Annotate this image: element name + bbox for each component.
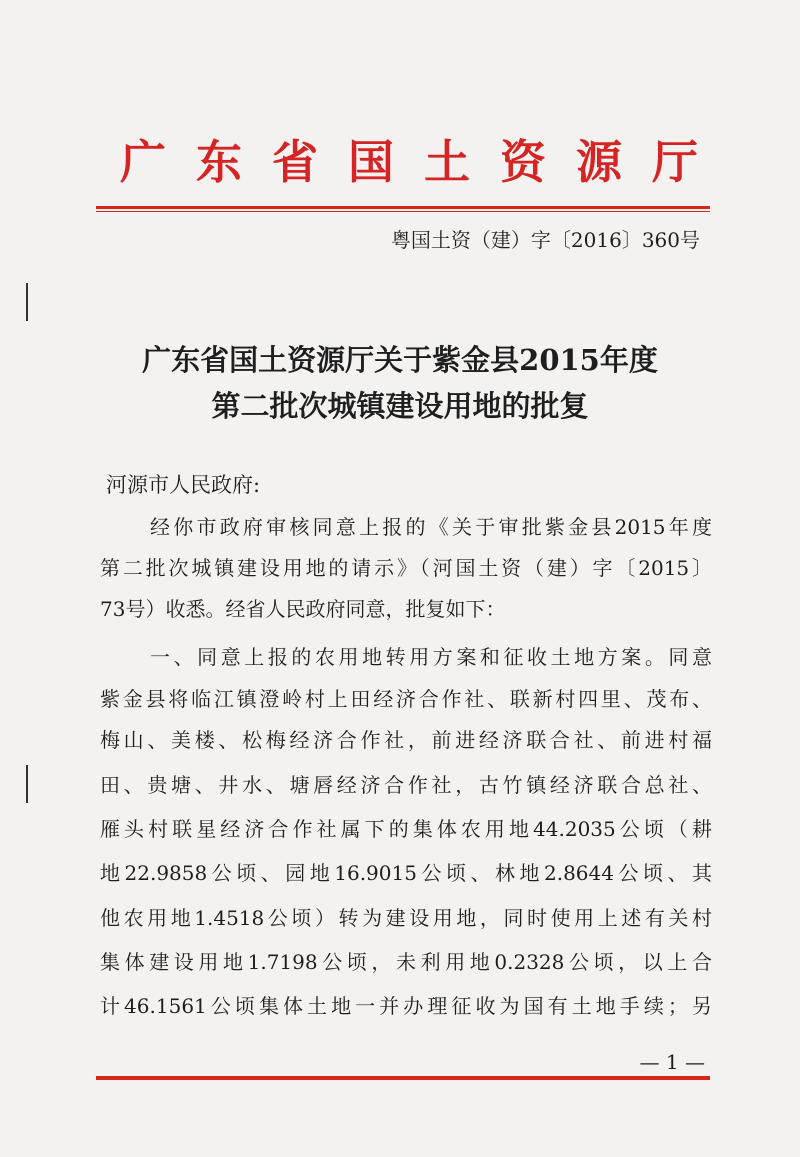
salutation: 河源市人民政府: [106,473,261,497]
binding-mark [26,765,28,803]
body-line: 雁头村联星经济合作社属下的集体农用地44.2035公顷（耕 [100,817,712,841]
body-line: 经你市政府审核同意上报的《关于审批紫金县2015年度 [150,515,712,539]
issuer-header: 广东省国土资源厅 [120,135,728,189]
binding-mark [26,283,28,321]
body-line: 他农用地1.4518公顷）转为建设用地，同时使用上述有关村 [100,906,712,930]
body-line: 紫金县将临江镇澄岭村上田经济合作社、联新村四里、茂布、 [100,687,712,711]
body-line: 73号）收悉。经省人民政府同意，批复如下： [100,597,506,621]
body-line: 地22.9858公顷、园地16.9015公顷、林地2.8644公顷、其 [100,861,712,885]
footer-rule-thick [96,1076,710,1080]
document-title-line-2: 第二批次城镇建设用地的批复 [211,389,589,423]
header-rule-thick [96,206,710,209]
document-number: 粤国土资（建）字〔2016〕360号 [390,228,700,252]
page-number: — 1 — [639,1050,705,1074]
body-line: 梅山、美楼、松梅经济合作社，前进经济联合社、前进村福 [100,728,712,752]
document-title-line-1: 广东省国土资源厅关于紫金县2015年度 [142,343,658,377]
body-line: 田、贵塘、井水、塘唇经济合作社，古竹镇经济联合总社、 [100,773,712,797]
header-rule-thin [96,211,710,212]
body-line: 计46.1561公顷集体土地一并办理征收为国有土地手续；另 [100,994,712,1018]
body-line: 第二批次城镇建设用地的请示》（河国土资（建）字〔2015〕 [100,556,712,580]
body-line: 一、同意上报的农用地转用方案和征收土地方案。同意 [150,645,712,669]
body-line: 集体建设用地1.7198公顷，未利用地0.2328公顷，以上合 [100,950,712,974]
